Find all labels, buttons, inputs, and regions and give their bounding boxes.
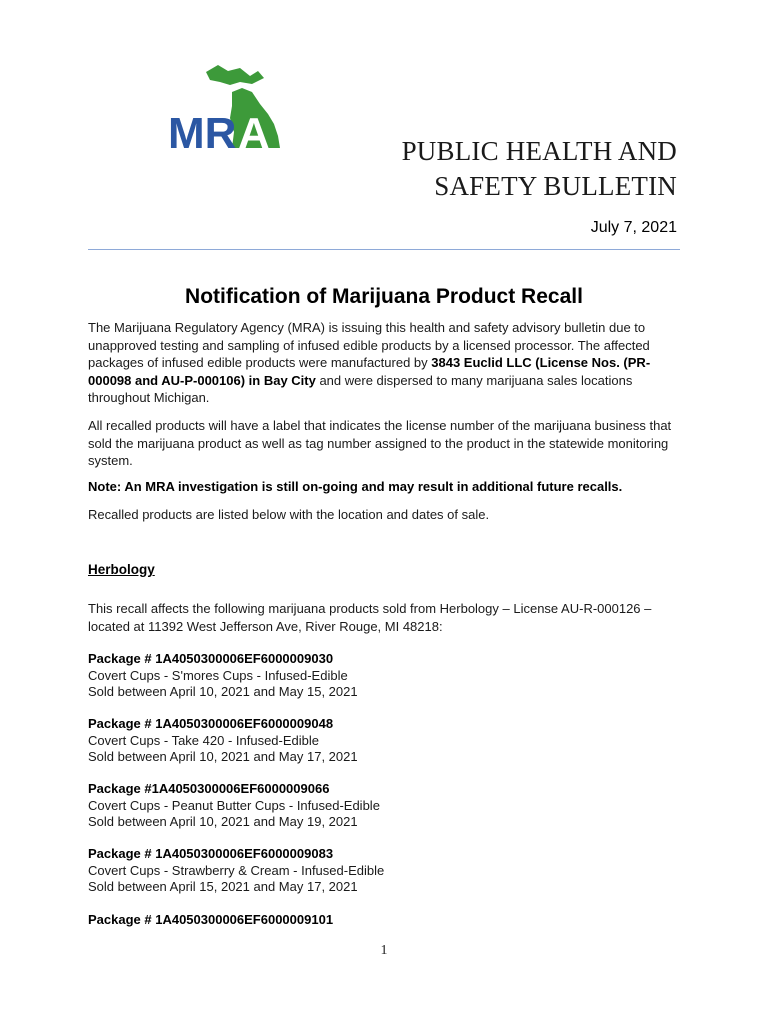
package-product: Covert Cups - Take 420 - Infused-Edible [88,732,319,748]
bulletin-date: July 7, 2021 [590,219,677,236]
header-divider [88,249,680,250]
intro-text-1: The Marijuana Regulatory Agency (MRA) is issuing this health and safety advisory bulletin due to unapproved testing and sampling of infused edible products by a licensed processor. The affected packages of infused edible products were manufactured by [88,320,650,370]
package-number: Package # 1A4050300006EF6000009030 [88,651,334,666]
recall-heading: Notification of Marijuana Product Recall [185,285,583,308]
package-entry [88,912,680,929]
section-intro: This recall affects the following marijuana products sold from Herbology – License AU-R-000126 – located at 11392 West Jefferson Ave, River Rouge, MI 48218: [88,601,652,634]
package-sold-dates: Sold between April 15, 2021 and May 17, 2021 [88,879,358,894]
section-title-herbology: Herbology [88,562,155,577]
bulletin-title-line2: SAFETY BULLETIN [434,171,677,201]
package-number: Package # 1A4050300006EF6000009101 [88,912,334,927]
package-entry [88,716,680,766]
listed-paragraph: Recalled products are listed below with the location and dates of sale. [88,507,490,522]
package-product: Covert Cups - Peanut Butter Cups - Infused-Edible [88,797,380,813]
intro-paragraph [88,319,680,407]
page-number: 1 [380,943,388,958]
package-sold-dates: Sold between April 10, 2021 and May 19, 2021 [88,814,358,829]
intro-text-2: and were dispersed to many marijuana sales locations throughout Michigan. [88,372,633,405]
bulletin-title [402,134,677,204]
package-entry [88,846,680,896]
package-entry [88,781,680,831]
package-product: Covert Cups - Strawberry & Cream - Infused-Edible [88,862,385,878]
package-entry [88,651,680,701]
package-product: Covert Cups - S'mores Cups - Infused-Edible [88,667,348,683]
logo-text: MR [168,109,237,152]
package-number: Package # 1A4050300006EF6000009048 [88,716,334,731]
logo-a: A [238,109,270,152]
package-number: Package # 1A4050300006EF6000009083 [88,846,334,861]
bulletin-title-line1: PUBLIC HEALTH AND [401,136,677,166]
mra-logo [166,62,288,152]
note-paragraph: Note: An MRA investigation is still on-going and may result in additional future recalls. [88,479,623,494]
package-sold-dates: Sold between April 10, 2021 and May 15, 2021 [88,684,358,699]
intro-bold: 3843 Euclid LLC (License Nos. (PR-000098 and AU-P-000106) in Bay City [88,355,651,388]
label-paragraph: All recalled products will have a label that indicates the license number of the marijuana business that sold the marijuana product as well as tag number assigned to the product in the statewide monitoring system. [88,418,672,468]
package-number: Package #1A4050300006EF6000009066 [88,781,330,796]
package-sold-dates: Sold between April 10, 2021 and May 17, 2021 [88,749,358,764]
